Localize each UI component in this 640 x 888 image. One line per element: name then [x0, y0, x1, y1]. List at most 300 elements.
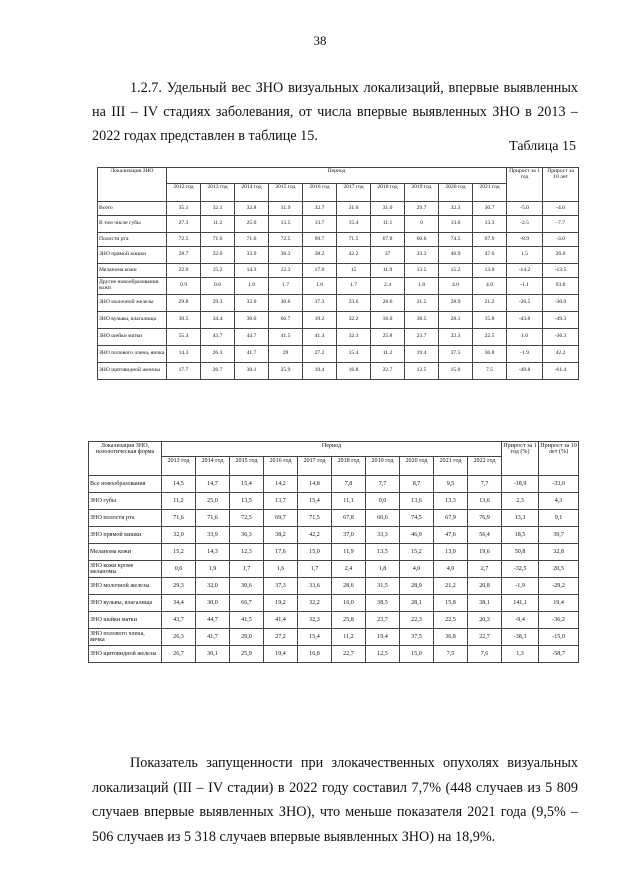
value-cell: 41,5	[230, 612, 264, 629]
year-header: 2015 год	[269, 184, 303, 202]
value-cell: 13,0	[434, 544, 468, 561]
value-cell: 1,6	[264, 561, 298, 578]
value-cell: 15	[337, 264, 371, 278]
table-row	[89, 493, 579, 510]
row-label: ЗНО молочной железы	[98, 295, 167, 312]
table-row	[89, 629, 579, 646]
value-cell: 29,0	[230, 629, 264, 646]
value-cell: 72,5	[230, 510, 264, 527]
value-cell: 33,6	[298, 578, 332, 595]
value-cell: 31.0	[371, 202, 405, 216]
value-cell: 12.3	[269, 264, 303, 278]
value-cell: 42,2	[298, 527, 332, 544]
table-row	[89, 476, 579, 493]
value-cell: 41.5	[269, 329, 303, 346]
table-row	[98, 264, 579, 278]
value-cell: 15.0	[439, 363, 473, 380]
value-cell: 12,5	[366, 646, 400, 663]
value-cell: 25,8	[332, 612, 366, 629]
growth-1y-cell: -1.9	[507, 346, 543, 363]
year-header: 2014 год	[196, 457, 230, 476]
value-cell: 30,1	[196, 646, 230, 663]
value-cell: 1.8	[405, 278, 439, 295]
value-cell: 0,0	[366, 493, 400, 510]
row-label: Меланома кожи	[89, 544, 162, 561]
value-cell: 41.4	[303, 329, 337, 346]
value-cell: 16.8	[337, 363, 371, 380]
value-cell: 16,8	[298, 646, 332, 663]
value-cell: 15,0	[400, 646, 434, 663]
table-row	[89, 612, 579, 629]
row-label: Всего	[98, 202, 167, 216]
value-cell: 2.4	[371, 278, 405, 295]
value-cell: 0.6	[201, 278, 235, 295]
year-header: 2016 год	[264, 457, 298, 476]
table-2012-2021	[97, 167, 579, 380]
table-row	[89, 527, 579, 544]
value-cell: 4.0	[473, 278, 507, 295]
value-cell: 29	[269, 346, 303, 363]
value-cell: 25,9	[230, 646, 264, 663]
value-cell: 22,7	[468, 629, 502, 646]
value-cell: 11,2	[162, 493, 196, 510]
value-cell: 15.8	[473, 312, 507, 329]
row-label: ЗНО полости рта	[89, 510, 162, 527]
value-cell: 32,0	[196, 578, 230, 595]
value-cell: 30.7	[473, 202, 507, 216]
value-cell: 0,6	[162, 561, 196, 578]
row-label: ЗНО прямой кишки	[89, 527, 162, 544]
value-cell: 35.1	[167, 202, 201, 216]
value-cell: 32.3	[439, 202, 473, 216]
growth-1y-cell: -9,4	[502, 612, 539, 629]
value-cell: 74.5	[439, 233, 473, 247]
value-cell: 1.9	[235, 278, 269, 295]
value-cell: 13.0	[473, 264, 507, 278]
value-cell: 15.2	[201, 264, 235, 278]
value-cell: 15,4	[298, 629, 332, 646]
year-header: 2015 год	[230, 457, 264, 476]
value-cell: 31,5	[366, 578, 400, 595]
row-label: ЗНО вульвы, влагалища	[89, 595, 162, 612]
value-cell: 27,2	[264, 629, 298, 646]
value-cell: 26,7	[162, 646, 196, 663]
value-cell: 15,4	[230, 476, 264, 493]
growth-10y-cell: 42.2	[543, 346, 579, 363]
row-label: ЗНО кожи кроме меланомы	[89, 561, 162, 578]
value-cell: 28.6	[371, 295, 405, 312]
value-cell: 11.1	[371, 216, 405, 233]
value-cell: 4,0	[434, 561, 468, 578]
value-cell: 41.7	[235, 346, 269, 363]
value-cell: 46.9	[439, 247, 473, 264]
value-cell: 13.3	[473, 216, 507, 233]
year-header: 2013 год	[162, 457, 196, 476]
growth-1y-cell: -14.2	[507, 264, 543, 278]
value-cell: 26.3	[201, 346, 235, 363]
year-header: 2019 год	[366, 457, 400, 476]
value-cell: 1.7	[337, 278, 371, 295]
growth-10y-cell: 26.6	[543, 247, 579, 264]
growth-1y-cell: 50,8	[502, 544, 539, 561]
value-cell: 33,9	[196, 527, 230, 544]
value-cell: 26.7	[201, 363, 235, 380]
value-cell: 29,3	[162, 578, 196, 595]
header-localization: Локализация ЗНО, нозологическая форма	[89, 442, 162, 476]
value-cell: 23.7	[405, 329, 439, 346]
value-cell: 71,6	[162, 510, 196, 527]
value-cell: 21.2	[473, 295, 507, 312]
value-cell: 17.7	[167, 363, 201, 380]
growth-1y-cell: -5.0	[507, 202, 543, 216]
row-label: Другие новообразования кожи	[98, 278, 167, 295]
growth-10y-cell: 4,3	[539, 493, 579, 510]
value-cell: 33.9	[235, 247, 269, 264]
value-cell: 37.3	[303, 295, 337, 312]
value-cell: 12.5	[405, 363, 439, 380]
value-cell: 71.5	[337, 233, 371, 247]
value-cell: 7,7	[366, 476, 400, 493]
table-row	[98, 233, 579, 247]
value-cell: 15,0	[298, 544, 332, 561]
value-cell: 28,9	[400, 578, 434, 595]
value-cell: 27.2	[303, 346, 337, 363]
header-period: Период	[167, 168, 507, 184]
year-header: 2020 год	[439, 184, 473, 202]
value-cell: 4,0	[400, 561, 434, 578]
value-cell: 32.2	[337, 312, 371, 329]
value-cell: 11,2	[332, 629, 366, 646]
value-cell: 15.4	[337, 346, 371, 363]
value-cell: 19.2	[303, 312, 337, 329]
value-cell: 32.0	[235, 295, 269, 312]
value-cell: 1.6	[303, 278, 337, 295]
value-cell: 32.3	[337, 329, 371, 346]
value-cell: 44.7	[235, 329, 269, 346]
value-cell: 25,0	[196, 493, 230, 510]
value-cell: 26,3	[162, 629, 196, 646]
value-cell: 11.9	[371, 264, 405, 278]
value-cell: 15,8	[434, 595, 468, 612]
value-cell: 28.7	[167, 247, 201, 264]
value-cell: 19,2	[264, 595, 298, 612]
year-header: 2017 год	[298, 457, 332, 476]
header-localization: Локализация ЗНО	[98, 168, 167, 202]
table-row	[98, 346, 579, 363]
value-cell: 25.0	[235, 216, 269, 233]
value-cell: 1,7	[298, 561, 332, 578]
growth-1y-cell: -49.8	[507, 363, 543, 380]
growth-10y-cell: -7.7	[543, 216, 579, 233]
growth-1y-cell: -38,3	[502, 629, 539, 646]
value-cell: 60,6	[366, 510, 400, 527]
value-cell: 11.2	[371, 346, 405, 363]
table-row	[98, 202, 579, 216]
value-cell: 47.6	[473, 247, 507, 264]
value-cell: 28,6	[332, 578, 366, 595]
value-cell: 31.9	[269, 202, 303, 216]
growth-1y-cell: -1.1	[507, 278, 543, 295]
value-cell: 22,7	[332, 646, 366, 663]
value-cell: 41,4	[264, 612, 298, 629]
value-cell: 27.3	[167, 216, 201, 233]
year-header: 2012 год	[167, 184, 201, 202]
value-cell: 9,5	[434, 476, 468, 493]
value-cell: 29.3	[201, 295, 235, 312]
value-cell: 11.2	[201, 216, 235, 233]
year-header: 2021 год	[473, 184, 507, 202]
value-cell: 72.5	[167, 233, 201, 247]
value-cell: 42.2	[337, 247, 371, 264]
value-cell: 2,7	[468, 561, 502, 578]
growth-10y-cell: -13.5	[543, 264, 579, 278]
value-cell: 66.7	[269, 312, 303, 329]
growth-1y-cell: 1.0	[507, 329, 543, 346]
header-period: Период	[162, 442, 502, 457]
table-row	[89, 544, 579, 561]
value-cell: 33.3	[405, 247, 439, 264]
value-cell: 56,4	[468, 527, 502, 544]
value-cell: 34,4	[162, 595, 196, 612]
growth-10y-cell: -33,0	[539, 476, 579, 493]
value-cell: 32.7	[303, 202, 337, 216]
value-cell: 67.8	[371, 233, 405, 247]
value-cell: 31.5	[405, 295, 439, 312]
row-label: ЗНО щитовидной железы	[89, 646, 162, 663]
value-cell: 11,9	[332, 544, 366, 561]
value-cell: 2,4	[332, 561, 366, 578]
year-header: 2018 год	[332, 457, 366, 476]
value-cell: 32.1	[201, 202, 235, 216]
value-cell: 67.9	[473, 233, 507, 247]
value-cell: 22,3	[400, 612, 434, 629]
value-cell: 15,2	[400, 544, 434, 561]
value-cell: 22.3	[439, 329, 473, 346]
value-cell: 13,6	[468, 493, 502, 510]
value-cell: 37,0	[332, 527, 366, 544]
value-cell: 22.7	[371, 363, 405, 380]
value-cell: 28.9	[439, 295, 473, 312]
growth-10y-cell: 9,1	[539, 510, 579, 527]
year-header: 2022 год	[468, 457, 502, 476]
year-header: 2018 год	[371, 184, 405, 202]
row-label: ЗНО полового члена, яичка	[89, 629, 162, 646]
growth-10y-cell: -58,7	[539, 646, 579, 663]
value-cell: 38,5	[366, 595, 400, 612]
growth-1y-cell: 141,1	[502, 595, 539, 612]
value-cell: 69.7	[303, 233, 337, 247]
value-cell: 20,8	[468, 578, 502, 595]
value-cell: 71,6	[196, 510, 230, 527]
value-cell: 16.0	[371, 312, 405, 329]
row-label: Меланома кожи	[98, 264, 167, 278]
value-cell: 19,6	[468, 544, 502, 561]
value-cell: 17,6	[264, 544, 298, 561]
value-cell: 7,7	[468, 476, 502, 493]
table-row	[98, 278, 579, 295]
table-row	[98, 312, 579, 329]
value-cell: 1,7	[230, 561, 264, 578]
growth-10y-cell: -4.0	[543, 202, 579, 216]
value-cell: 72.5	[269, 233, 303, 247]
value-cell: 34.4	[201, 312, 235, 329]
value-cell: 8,7	[400, 476, 434, 493]
year-header: 2016 год	[303, 184, 337, 202]
value-cell: 19,4	[264, 646, 298, 663]
value-cell: 19.4	[405, 346, 439, 363]
value-cell: 29.8	[167, 295, 201, 312]
value-cell: 15,2	[162, 544, 196, 561]
table-2013-2022	[88, 441, 579, 663]
table-row	[98, 363, 579, 380]
value-cell: 14,8	[298, 476, 332, 493]
growth-10y-cell: -36.3	[543, 329, 579, 346]
value-cell: 7,8	[332, 476, 366, 493]
growth-1y-cell: -32,5	[502, 561, 539, 578]
value-cell: 13.5	[405, 264, 439, 278]
header-growth-1y: Прирост за 1 год (%)	[502, 442, 539, 476]
value-cell: 38,1	[468, 595, 502, 612]
growth-1y-cell: 13,3	[502, 510, 539, 527]
value-cell: 1.7	[269, 278, 303, 295]
row-label: ЗНО молочной железы	[89, 578, 162, 595]
value-cell: 15,4	[298, 493, 332, 510]
value-cell: 33.6	[337, 295, 371, 312]
value-cell: 4.0	[439, 278, 473, 295]
table-row	[89, 510, 579, 527]
growth-10y-cell: -36,2	[539, 612, 579, 629]
value-cell: 30,0	[196, 595, 230, 612]
table-row	[89, 561, 579, 578]
growth-1y-cell: -2.5	[507, 216, 543, 233]
value-cell: 55.4	[167, 329, 201, 346]
value-cell: 13,6	[400, 493, 434, 510]
value-cell: 14.3	[235, 264, 269, 278]
growth-1y-cell: -26.5	[507, 295, 543, 312]
summary-paragraph: Показатель запущенности при злокачественных опухолях визуальных локализаций (III – IV стадии) в 2022 году составил 7,7% (448 случаев из 5 809 случаев впервые выявленных ЗНО), что меньше показателя 2021 года (9,5% – 506 случаев из 5 318 случаев впервые выявленных ЗНО) на 18,9%.	[92, 755, 578, 845]
value-cell: 71.6	[235, 233, 269, 247]
value-cell: 32,2	[298, 595, 332, 612]
growth-1y-cell: -1,9	[502, 578, 539, 595]
growth-10y-cell: -3.0	[543, 233, 579, 247]
row-label: ЗНО полового члена, яичка	[98, 346, 167, 363]
value-cell: 67,9	[434, 510, 468, 527]
growth-10y-cell: 93.8	[543, 278, 579, 295]
value-cell: 11,1	[332, 493, 366, 510]
value-cell: 30.6	[269, 295, 303, 312]
row-label: ЗНО вульвы, влагалища	[98, 312, 167, 329]
growth-10y-cell: -49.3	[543, 312, 579, 329]
growth-10y-cell: -30.0	[543, 295, 579, 312]
value-cell: 13.5	[269, 216, 303, 233]
value-cell: 43,7	[162, 612, 196, 629]
value-cell: 14,7	[196, 476, 230, 493]
year-header: 2019 год	[405, 184, 439, 202]
growth-1y-cell: 1,3	[502, 646, 539, 663]
row-label: В том числе губы	[98, 216, 167, 233]
value-cell: 14,5	[162, 476, 196, 493]
year-header: 2013 год	[201, 184, 235, 202]
row-label: ЗНО шейки матки	[89, 612, 162, 629]
value-cell: 17.6	[303, 264, 337, 278]
growth-1y-cell: -18,9	[502, 476, 539, 493]
row-label: ЗНО прямой кишки	[98, 247, 167, 264]
value-cell: 67,8	[332, 510, 366, 527]
table-row	[98, 295, 579, 312]
value-cell: 30.0	[235, 312, 269, 329]
table-row	[89, 646, 579, 663]
value-cell: 43.7	[201, 329, 235, 346]
value-cell: 38,2	[264, 527, 298, 544]
value-cell: 30.1	[235, 363, 269, 380]
value-cell: 13.7	[303, 216, 337, 233]
value-cell: 69,7	[264, 510, 298, 527]
value-cell: 25.9	[269, 363, 303, 380]
value-cell: 36,3	[230, 527, 264, 544]
value-cell: 12,3	[230, 544, 264, 561]
value-cell: 60.6	[405, 233, 439, 247]
growth-1y-cell: 1.5	[507, 247, 543, 264]
value-cell: 37,3	[264, 578, 298, 595]
value-cell: 32,0	[162, 527, 196, 544]
value-cell: 14.3	[167, 346, 201, 363]
value-cell: 38.5	[405, 312, 439, 329]
table-row	[89, 595, 579, 612]
value-cell: 22.6	[167, 264, 201, 278]
value-cell: 76,9	[468, 510, 502, 527]
value-cell: 37.5	[439, 346, 473, 363]
year-header: 2017 год	[337, 184, 371, 202]
row-label: Все новообразования	[89, 476, 162, 493]
value-cell: 32.8	[235, 202, 269, 216]
growth-1y-cell: 18,5	[502, 527, 539, 544]
value-cell: 36.8	[473, 346, 507, 363]
intro-paragraph: 1.2.7. Удельный вес ЗНО визуальных локализаций, впервые выявленных на III – IV стадиях заболевания, от числа впервые выявленных ЗНО в 2013 – 2022 годах представлен в таблице 15.	[92, 80, 578, 145]
growth-10y-cell: -29,2	[539, 578, 579, 595]
value-cell: 71,5	[298, 510, 332, 527]
value-cell: 31.6	[337, 202, 371, 216]
value-cell: 36,8	[434, 629, 468, 646]
value-cell: 47,6	[434, 527, 468, 544]
value-cell: 37	[371, 247, 405, 264]
value-cell: 14,2	[264, 476, 298, 493]
growth-1y-cell: -43.8	[507, 312, 543, 329]
growth-10y-cell: 20,5	[539, 561, 579, 578]
growth-1y-cell: 2,3	[502, 493, 539, 510]
value-cell: 15.4	[337, 216, 371, 233]
value-cell: 7,6	[468, 646, 502, 663]
value-cell: 23,7	[366, 612, 400, 629]
year-header: 2014 год	[235, 184, 269, 202]
year-header: 2021 год	[434, 457, 468, 476]
value-cell: 0	[405, 216, 439, 233]
table-row	[98, 329, 579, 346]
value-cell: 41,7	[196, 629, 230, 646]
value-cell: 13,5	[230, 493, 264, 510]
header-growth-10y: Прирост за 10 лет (%)	[539, 442, 579, 476]
value-cell: 7,5	[434, 646, 468, 663]
value-cell: 19.4	[303, 363, 337, 380]
value-cell: 46,9	[400, 527, 434, 544]
table-row	[98, 247, 579, 264]
row-label: ЗНО шейки матки	[98, 329, 167, 346]
value-cell: 0.9	[167, 278, 201, 295]
value-cell: 15.2	[439, 264, 473, 278]
value-cell: 1,9	[196, 561, 230, 578]
value-cell: 13,3	[434, 493, 468, 510]
value-cell: 74,5	[400, 510, 434, 527]
value-cell: 22,5	[434, 612, 468, 629]
